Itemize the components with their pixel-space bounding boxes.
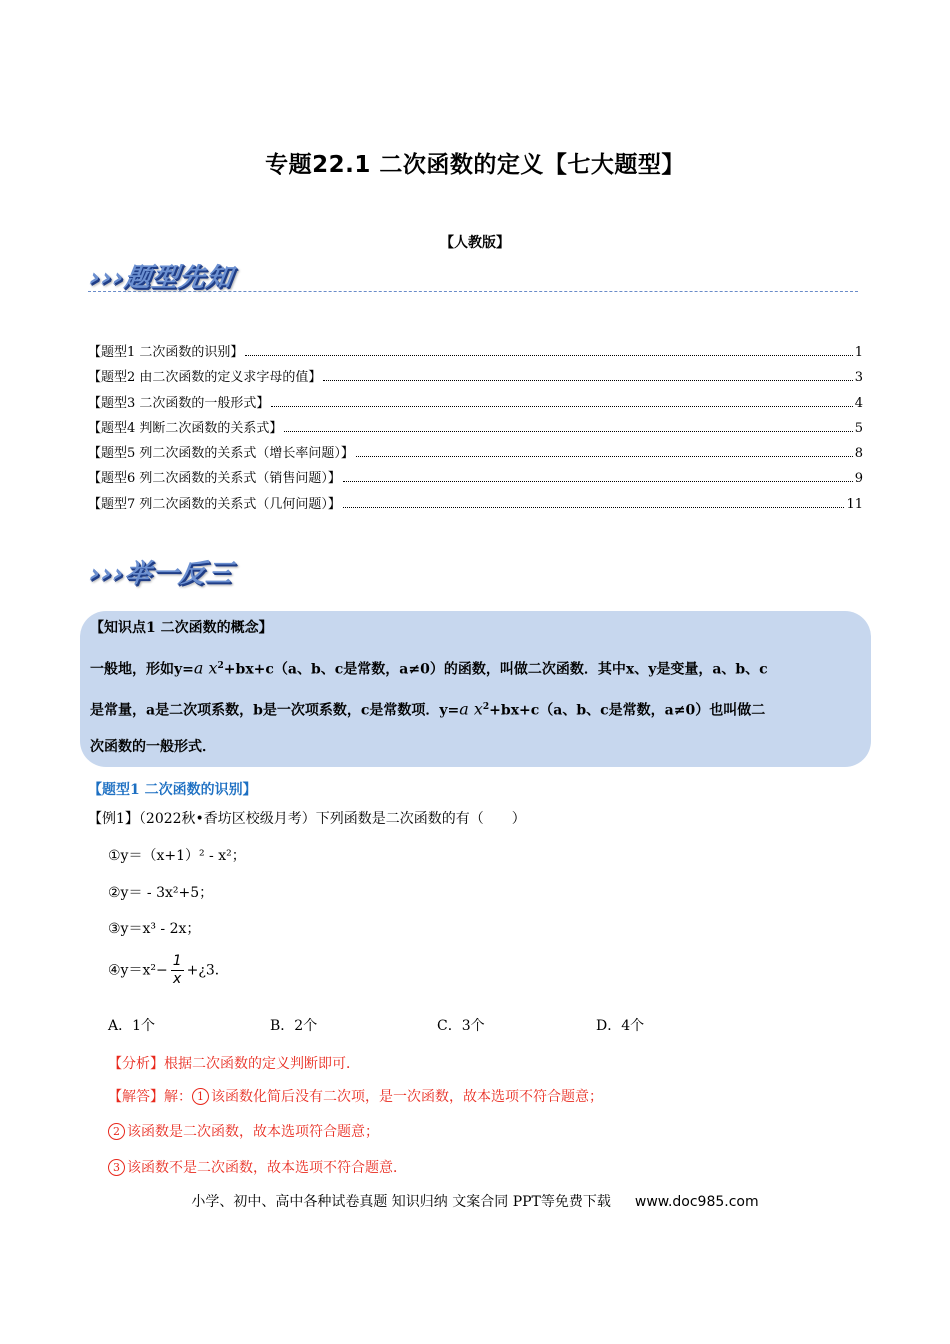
page-title: 专题22.1 二次函数的定义【七大题型】	[265, 152, 685, 178]
table-of-contents	[88, 341, 863, 518]
answer-label: 【解答】	[108, 1089, 164, 1105]
banner-arrows-icon: ›››	[87, 263, 127, 293]
toc-item[interactable]	[88, 341, 863, 366]
footer	[0, 1191, 950, 1211]
toc-dots	[271, 406, 852, 407]
circled-number: 1	[192, 1088, 209, 1105]
knowledge-body	[90, 648, 862, 766]
toc-page: 8	[854, 446, 863, 462]
divider	[88, 291, 858, 292]
option-c[interactable]: C．3个	[437, 1018, 485, 1034]
toc-label: 【题型7 列二次函数的关系式（几何问题）】	[88, 496, 341, 512]
knowledge-line: 一般地，形如y=a $x^2+bx+c(a$、b、c是常数，a≠0）的函数，叫做二次函数．其中x、y是变量，a、b、c	[90, 658, 768, 678]
example-label: 【例1】	[88, 811, 139, 827]
toc-dots	[245, 355, 852, 356]
banner-overview	[87, 257, 235, 294]
toc-item[interactable]	[88, 467, 863, 492]
analysis-label: 【分析】	[108, 1056, 164, 1072]
answer-line-1: 【解答】解： 1 该函数化简后没有二次项，是一次函数，故本选项不符合题意；	[108, 1089, 603, 1105]
function-item-3: ③y＝x³ - 2x；	[108, 921, 201, 937]
toc-page: 5	[854, 420, 863, 436]
toc-page: 11	[846, 496, 863, 512]
footer-text: 小学、初中、高中各种试卷真题 知识归纳 文案合同 PPT等免费下载	[191, 1194, 611, 1210]
fraction: $\frac{1}{x}$	[172, 953, 182, 987]
function-item-2: ②y＝ - 3x²+5；	[108, 885, 214, 901]
section-title: 【题型1 二次函数的识别】	[88, 782, 257, 798]
option-a[interactable]: A．1个	[108, 1018, 156, 1034]
analysis	[108, 1053, 360, 1073]
edition-label: 【人教版】	[440, 235, 510, 251]
toc-page: 1	[854, 345, 863, 360]
circled-number: 2	[108, 1123, 125, 1140]
toc-item[interactable]	[88, 493, 863, 518]
toc-label: 【题型1 二次函数的识别】	[88, 345, 244, 360]
banner-overview-text: 题型先知	[122, 263, 235, 293]
toc-item[interactable]	[88, 392, 863, 417]
toc-label: 【题型5 列二次函数的关系式（增长率问题）】	[88, 446, 354, 462]
toc-dots	[323, 380, 852, 381]
toc-item[interactable]	[88, 366, 863, 391]
toc-dots	[284, 431, 852, 432]
knowledge-title: 【知识点1 二次函数的概念】	[90, 620, 273, 636]
toc-label: 【题型3 二次函数的一般形式】	[88, 395, 270, 411]
example-text: （2022秋•香坊区校级月考）下列函数是二次函数的有（ ）	[138, 811, 526, 827]
toc-dots	[343, 481, 853, 482]
analysis-text: 根据二次函数的定义判断即可．	[164, 1056, 360, 1072]
function-item-4: ④y＝x²− $\frac{1}{x}$ +¿3．	[108, 953, 229, 987]
option-b[interactable]: B．2个	[270, 1018, 318, 1034]
toc-page: 9	[854, 471, 863, 487]
toc-item[interactable]	[88, 442, 863, 467]
answer-line-3: 3 该函数不是二次函数，故本选项不符合题意．	[108, 1157, 407, 1177]
circled-number: 3	[108, 1159, 125, 1176]
toc-dots	[343, 507, 845, 508]
knowledge-line: 是常量，a是二次项系数，b是一次项系数，c是常数项．y=a $x^2+bx+c(a$、b、c是常数，a≠0）也叫做二	[90, 699, 766, 719]
toc-item[interactable]	[88, 417, 863, 442]
toc-label: 【题型6 列二次函数的关系式（销售问题）】	[88, 471, 341, 487]
toc-label: 【题型4 判断二次函数的关系式】	[88, 420, 283, 436]
knowledge-line: 次函数的一般形式．	[90, 739, 216, 756]
answer-line-2: 2 该函数是二次函数，故本选项符合题意；	[108, 1121, 379, 1141]
toc-page: 3	[854, 370, 863, 386]
banner-examples-text: 举一反三	[122, 559, 235, 589]
toc-dots	[356, 456, 853, 457]
banner-examples	[87, 553, 235, 590]
toc-label: 【题型2 由二次函数的定义求字母的值】	[88, 370, 322, 386]
example-question	[88, 808, 526, 828]
option-d[interactable]: D．4个	[596, 1018, 645, 1034]
banner-arrows-icon: ›››	[87, 559, 127, 589]
function-item-1: ①y＝（x+1）² - x²；	[108, 848, 246, 864]
toc-page: 4	[854, 395, 863, 411]
footer-url[interactable]: www.doc985.com	[634, 1194, 759, 1210]
